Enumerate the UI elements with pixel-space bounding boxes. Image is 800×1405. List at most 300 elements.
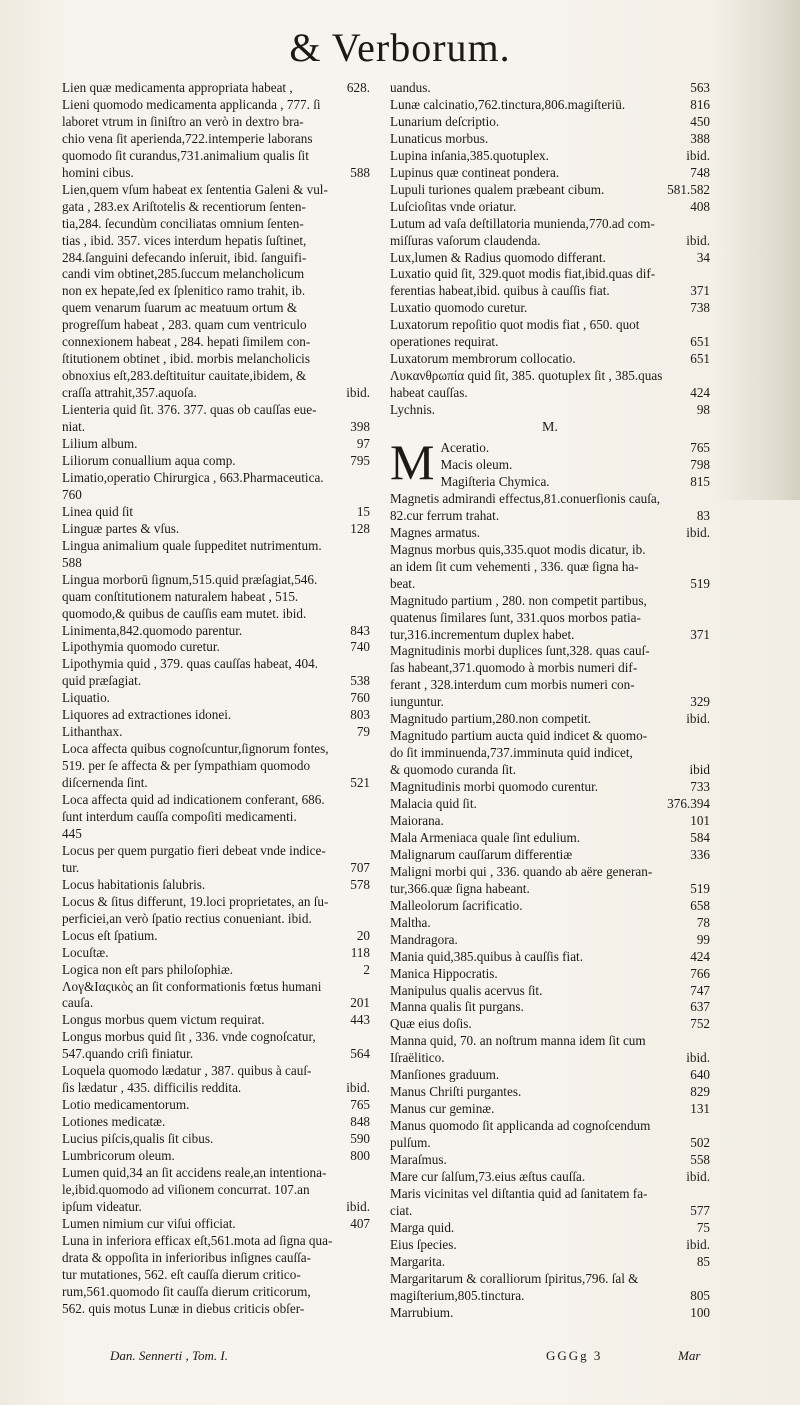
page-reference: 747 [690, 982, 710, 998]
index-text: Lienteria quid ſit. 376. 377. quas ob cauſſas eue- [62, 402, 317, 418]
index-text: Magiſteria Chymica. [440, 473, 550, 489]
index-line [62, 1250, 370, 1267]
page-reference: 371 [690, 283, 710, 299]
index-text: Luxatio quid ſit, 329.quot modis fiat,ibid.quas dif- [390, 266, 656, 282]
index-text: ciat. [390, 1202, 413, 1218]
drop-cap-m: M [390, 434, 435, 491]
index-line [62, 1165, 370, 1182]
page-reference: ibid. [686, 232, 710, 248]
page-reference: 843 [350, 622, 370, 638]
index-line [62, 1029, 370, 1046]
index-text: ſas habeant,371.quomodo à morbis numeri dif- [390, 660, 638, 676]
index-text: 760 [62, 486, 82, 502]
index-line [390, 131, 710, 148]
page-reference: 521 [350, 775, 370, 791]
page-reference: 519 [690, 575, 710, 591]
index-line [390, 1067, 710, 1084]
index-text: & quomodo curanda ſit. [390, 762, 516, 778]
index-line [62, 1301, 370, 1318]
index-line [62, 673, 370, 690]
index-line [62, 266, 370, 283]
index-line [62, 131, 370, 148]
index-line [390, 148, 710, 165]
index-text: ſtitutionem obtinet , ibid. morbis melancholicis [62, 351, 310, 367]
index-line [62, 555, 370, 572]
index-text: Marga quid. [390, 1219, 455, 1235]
index-line [62, 606, 370, 623]
index-line [62, 521, 370, 538]
index-line [390, 694, 710, 711]
index-line [390, 1118, 710, 1135]
page-reference: 78 [696, 914, 710, 930]
page-reference: 336 [690, 846, 710, 862]
index-text: Linguæ partes & vſus. [62, 520, 180, 536]
index-text: Margaritarum & coralliorum ſpiritus,796. ſal & [390, 1270, 639, 1286]
index-text: Longus morbus quid ſit , 336. vnde cognoſcatur, [62, 1029, 316, 1045]
index-line [390, 1152, 710, 1169]
index-line [390, 368, 710, 385]
index-text: operationes requirat. [390, 334, 499, 350]
index-text: habeat cauſſas. [390, 385, 468, 401]
index-text: Liliorum conuallium aqua comp. [62, 452, 236, 468]
page-reference: 765 [690, 440, 710, 456]
index-text: pulſum. [390, 1135, 431, 1151]
index-line [390, 525, 710, 542]
page-reference: 581.582 [667, 181, 710, 197]
page-reference: 815 [690, 473, 710, 489]
page-reference: 584 [690, 829, 710, 845]
index-text: Maligni morbi qui , 336. quando ab aëre generan- [390, 863, 653, 879]
page-reference: 800 [350, 1148, 370, 1164]
index-text: ferentias habeat,ibid. quibus à cauſſis fiat. [390, 283, 610, 299]
page-reference: 733 [690, 779, 710, 795]
index-text: Linimenta,842.quomodo parentur. [62, 622, 243, 638]
page-reference: 848 [350, 1114, 370, 1130]
page-reference: 408 [690, 198, 710, 214]
index-text: candi vim obtinet,285.ſuccum melancholicum [62, 266, 305, 282]
index-line [390, 1033, 710, 1050]
index-line [390, 1288, 710, 1305]
index-line [62, 1148, 370, 1165]
page-reference: 97 [356, 436, 370, 452]
page-reference: 34 [696, 249, 710, 265]
index-line [390, 1084, 710, 1101]
index-line [390, 1254, 710, 1271]
index-text: beat. [390, 575, 416, 591]
page-reference: 640 [690, 1067, 710, 1083]
index-text: Aceratio. [440, 440, 490, 456]
page-reference: 563 [690, 80, 710, 95]
index-text: Loca affecta quid ad indicationem conferant, 686. [62, 792, 325, 808]
index-line [390, 915, 710, 932]
index-text: Eius ſpecies. [390, 1236, 457, 1252]
index-line [390, 966, 710, 983]
index-line [62, 775, 370, 792]
index-line [62, 487, 370, 504]
index-line [62, 639, 370, 656]
index-line [62, 385, 370, 402]
index-text: Maris vicinitas vel diſtantia quid ad ſanitatem fa- [390, 1185, 648, 1201]
index-text: Locus eſt ſpatium. [62, 927, 158, 943]
index-line [62, 860, 370, 877]
index-text: Manſiones graduum. [390, 1067, 500, 1083]
index-text: Longus morbus quem victum requirat. [62, 1012, 265, 1028]
index-text: Marrubium. [390, 1304, 454, 1320]
page-reference: ibid. [346, 385, 370, 401]
index-text: connexionem habeat , 284. hepati ſimilem con- [62, 334, 311, 350]
page-title: & Verborum. [289, 25, 511, 70]
page-reference: 803 [350, 707, 370, 723]
index-line [390, 983, 710, 1000]
index-text: miſſuras vaſorum claudenda. [390, 232, 541, 248]
index-line [62, 995, 370, 1012]
index-text: Mare cur ſalſum,73.eius æſtus cauſſa. [390, 1169, 586, 1184]
index-text: Lilium album. [62, 436, 138, 452]
page-reference: ibid [689, 762, 710, 778]
page-reference: 829 [690, 1084, 710, 1100]
index-line [62, 436, 370, 453]
page-reference: 100 [690, 1304, 710, 1320]
page-reference: ibid. [686, 1236, 710, 1252]
index-text: Malignarum cauſſarum differentiæ [390, 846, 573, 862]
index-line [62, 1182, 370, 1199]
index-text: Λογ&Ιαςικὸς an ſit conformationis fœtus humani [62, 978, 322, 994]
index-text: homini cibus. [62, 164, 134, 180]
index-line [390, 283, 710, 300]
page-edge-damage [714, 0, 800, 500]
index-line [390, 1203, 710, 1220]
index-line [62, 792, 370, 809]
index-line [62, 911, 370, 928]
index-line [62, 707, 370, 724]
page-reference: 371 [690, 626, 710, 642]
index-text: Liquores ad extractiones idonei. [62, 707, 232, 723]
index-line [390, 1305, 710, 1322]
index-text: Lipothymia quomodo curetur. [62, 639, 220, 655]
index-text: Lupina inſania,385.quotuplex. [390, 147, 549, 163]
index-text: Mania quid,385.quibus à cauſſis fiat. [390, 948, 584, 964]
index-line [390, 491, 710, 508]
page-reference: ibid. [346, 1080, 370, 1096]
index-text: perficiei,an verò ſpatio rectius conueniant. ibid. [62, 910, 312, 926]
index-text: 547.quando criſi finiatur. [62, 1046, 194, 1062]
page-reference: 658 [690, 897, 710, 913]
index-line [390, 233, 710, 250]
index-text: drata & oppoſita in inferioribus inſignes cauſſa- [62, 1249, 312, 1265]
index-line [62, 80, 370, 97]
index-text: Lupinus quæ contineat pondera. [390, 164, 560, 180]
index-text: uandus. [390, 80, 431, 95]
index-text: Lithanthax. [62, 724, 123, 740]
index-line [390, 559, 710, 576]
index-line [390, 949, 710, 966]
index-line [62, 656, 370, 673]
index-text: tur. [62, 859, 80, 875]
index-text: diſcernenda ſint. [62, 775, 148, 791]
index-text: laboret vtrum in ſiniſtro an verò in dextro bra- [62, 113, 304, 129]
page-reference: 740 [350, 639, 370, 655]
index-text: niat. [62, 419, 86, 435]
page-reference: ibid. [346, 1198, 370, 1214]
index-line [390, 385, 710, 402]
page-reference: ibid. [686, 1169, 710, 1184]
index-text: Magnitudo partium aucta quid indicet & quomo- [390, 728, 648, 744]
index-line [62, 233, 370, 250]
index-line [390, 762, 710, 779]
index-text: Magnitudo partium , 280. non competit partibus, [390, 592, 647, 608]
index-text: Manus Chriſti purgantes. [390, 1084, 522, 1100]
index-line [390, 864, 710, 881]
index-text: Magnitudinis morbi duplices ſunt,328. quas cauſ- [390, 643, 650, 659]
index-line [62, 928, 370, 945]
index-line [390, 250, 710, 267]
index-line [390, 576, 710, 593]
left-index-column [62, 80, 370, 1318]
m-entries [390, 434, 710, 1322]
index-line [62, 962, 370, 979]
index-line [390, 182, 710, 199]
index-line [390, 165, 710, 182]
index-text: Lien quæ medicamenta appropriata habeat , [62, 80, 293, 95]
index-line [390, 711, 710, 728]
index-line [62, 589, 370, 606]
index-text: Magnus morbus quis,335.quot modis dicatur, ib. [390, 541, 646, 557]
index-line [390, 300, 710, 317]
index-text: Lux,lumen & Radius quomodo differant. [390, 249, 606, 265]
page-reference: 538 [350, 673, 370, 689]
index-text: do ſit imminuenda,737.imminuta quid indicet, [390, 745, 633, 761]
page-reference: 707 [350, 859, 370, 875]
page-reference: 795 [350, 452, 370, 468]
page-reference: 450 [690, 113, 710, 129]
page-reference: 101 [690, 812, 710, 828]
index-text: progreſſum habeat , 283. quam cum ventriculo [62, 317, 307, 333]
index-line [62, 1131, 370, 1148]
index-text: quam conſtitutionem naturalem habeat , 515. [62, 588, 299, 604]
page-reference: 651 [690, 351, 710, 367]
index-text: quem venarum ſuarum ac meatuum ortum & [62, 300, 298, 316]
index-text: Luſcioſitas vnde oriatur. [390, 198, 517, 214]
index-text: Lingua animalium quale ſuppeditet nutrimentum. [62, 537, 322, 553]
index-line [62, 283, 370, 300]
index-line [390, 1186, 710, 1203]
index-line [62, 1267, 370, 1284]
page-reference: 766 [690, 965, 710, 981]
index-text: tur,366.quæ ſigna habeant. [390, 880, 530, 896]
page-reference: 760 [350, 690, 370, 706]
index-text: Maiorana. [390, 812, 444, 828]
page-reference: 407 [350, 1215, 370, 1231]
page-reference: 765 [350, 1097, 370, 1113]
index-text: Lotiones medicatæ. [62, 1114, 166, 1130]
footer-author: Dan. Sennerti , Tom. I. [110, 1348, 228, 1363]
index-text: Iſraëlitico. [390, 1050, 445, 1066]
index-line [62, 894, 370, 911]
index-text: Mandragora. [390, 931, 458, 947]
index-line [62, 724, 370, 741]
index-text: Lunaticus morbus. [390, 130, 489, 146]
page-reference: 388 [690, 130, 710, 146]
index-line [390, 199, 710, 216]
index-line [390, 1135, 710, 1152]
index-line [390, 1237, 710, 1254]
index-text: Magnes armatus. [390, 524, 481, 540]
index-line [390, 457, 710, 474]
page-reference: 99 [696, 931, 710, 947]
index-line [62, 1199, 370, 1216]
index-line [390, 508, 710, 525]
index-line [390, 932, 710, 949]
index-text: 445 [62, 825, 82, 841]
index-text: cauſa. [62, 995, 94, 1011]
index-text: Luxatorum repoſitio quot modis fiat , 650. quot [390, 317, 640, 333]
index-text: Lunæ calcinatio,762.tinctura,806.magiſteriū. [390, 96, 626, 112]
page-reference: ibid. [686, 524, 710, 540]
index-line [390, 660, 710, 677]
index-text: Maraſmus. [390, 1152, 447, 1168]
page-reference: 118 [350, 944, 370, 960]
index-text: iunguntur. [390, 694, 444, 710]
index-line [62, 148, 370, 165]
index-text: Linea quid ſit [62, 503, 134, 519]
index-line [62, 1046, 370, 1063]
index-line [62, 504, 370, 521]
index-text: Lumbricorum oleum. [62, 1148, 175, 1164]
page-reference: 628. [346, 80, 370, 95]
index-line [62, 1097, 370, 1114]
page-reference: 329 [690, 694, 710, 710]
right-index-column [390, 80, 710, 1322]
index-text: Loquela quomodo lædatur , 387. quibus à cauſ- [62, 1063, 312, 1079]
index-text: Luna in inferiora efficax eſt,561.mota ad ſigna qua- [62, 1232, 333, 1248]
footer-signature: GGGg 3 [546, 1348, 603, 1363]
page-reference: 519 [690, 880, 710, 896]
page-reference: 128 [350, 520, 370, 536]
index-line [62, 1114, 370, 1131]
index-text: Λυκανθρωπία quid ſit, 385. quotuplex ſit , 385.quas [390, 368, 663, 384]
index-line [62, 979, 370, 996]
index-line [62, 199, 370, 216]
index-text: Locus habitationis ſalubris. [62, 876, 206, 892]
index-text: 519. per ſe affecta & per ſympathiam quomodo [62, 758, 311, 774]
index-line [390, 80, 710, 97]
index-text: chio vena ſit aperienda,722.intemperie laborans [62, 130, 313, 146]
page-reference: 816 [690, 96, 710, 112]
index-text: Logica non eſt pars philoſophiæ. [62, 961, 234, 977]
page-reference: 2 [363, 961, 370, 977]
index-text: Lieni quomodo medicamenta applicanda , 777. ſi [62, 96, 321, 112]
index-line [62, 877, 370, 894]
index-line [62, 690, 370, 707]
index-text: Macis oleum. [440, 456, 513, 472]
index-line [62, 351, 370, 368]
index-text: Lunarium deſcriptio. [390, 113, 500, 129]
index-line [390, 999, 710, 1016]
page-reference: 83 [696, 507, 710, 523]
index-text: Locuſtæ. [62, 944, 109, 960]
index-text: Lipothymia quid , 379. quas cauſſas habeat, 404. [62, 656, 319, 672]
index-line [62, 809, 370, 826]
index-text: Locus & ſitus differunt, 19.loci proprietates, an ſu- [62, 893, 329, 909]
index-line [390, 813, 710, 830]
index-text: ſis lædatur , 435. difficilis reddita. [62, 1080, 242, 1096]
index-text: 284.ſanguini defecando inſeruit, ibid. ſanguifi- [62, 249, 307, 265]
index-line [62, 470, 370, 487]
index-line [62, 623, 370, 640]
index-line [390, 1050, 710, 1067]
index-line [390, 1101, 710, 1118]
page-reference: 738 [690, 300, 710, 316]
index-line [390, 542, 710, 559]
index-line [62, 572, 370, 589]
footer-catchword: Mar [678, 1348, 701, 1363]
index-text: Manna qualis ſit purgans. [390, 999, 524, 1015]
index-text: Limatio,operatio Chirurgica , 663.Pharmaceutica. [62, 469, 324, 485]
index-line [390, 266, 710, 283]
index-text: ipſum videatur. [62, 1198, 142, 1214]
index-text: Magnitudinis morbi quomodo curentur. [390, 779, 599, 795]
page-reference: ibid. [686, 1050, 710, 1066]
index-text: magiſterium,805.tinctura. [390, 1287, 525, 1303]
page-reference: 424 [690, 385, 710, 401]
index-text: tias , ibid. 357. vices interdum hepatis ſuſtinet, [62, 232, 307, 248]
index-text: quomodo ſit curandus,731.animalium qualis ſit [62, 147, 309, 163]
index-line [62, 165, 370, 182]
index-line [62, 250, 370, 267]
index-text: Manus cur geminæ. [390, 1101, 495, 1117]
index-text: Lien,quem vſum habeat ex ſententia Galeni & vul- [62, 181, 328, 197]
index-text: Manica Hippocratis. [390, 965, 498, 981]
index-line [390, 881, 710, 898]
index-text: Quæ eius doſis. [390, 1016, 472, 1032]
index-line [62, 97, 370, 114]
index-text: le,ibid.quomodo ad viſionem concurrat. 107.an [62, 1181, 310, 1197]
index-text: Lumen nimium cur viſui officiat. [62, 1215, 236, 1231]
index-line [62, 1063, 370, 1080]
index-line [62, 758, 370, 775]
index-text: Malleolorum ſacrificatio. [390, 897, 523, 913]
index-text: rum,561.quomodo ſit cauſſa dierum criticorum, [62, 1283, 311, 1299]
page-reference: 651 [690, 334, 710, 350]
index-line [62, 843, 370, 860]
page-reference: 564 [350, 1046, 370, 1062]
index-line [390, 1271, 710, 1288]
index-line [390, 593, 710, 610]
page-reference: ibid. [686, 711, 710, 727]
page-reference: 15 [356, 503, 370, 519]
index-text: Loca affecta quibus cognoſcuntur,ſignorum fontes, [62, 741, 329, 757]
index-line [62, 1216, 370, 1233]
index-line [62, 368, 370, 385]
page-reference: 398 [350, 419, 370, 435]
index-line [390, 779, 710, 796]
index-text: gata , 283.ex Ariſtotelis & recentiorum ſenten- [62, 198, 306, 214]
index-line [390, 643, 710, 660]
index-line [390, 114, 710, 131]
index-line [390, 1220, 710, 1237]
index-line [62, 114, 370, 131]
index-text: Lutum ad vaſa deſtillatoria munienda,770.ad com- [390, 215, 655, 231]
index-text: Mala Armeniaca quale ſint edulium. [390, 829, 581, 845]
index-text: Luxatorum membrorum collocatio. [390, 351, 576, 367]
index-line [390, 1169, 710, 1186]
page-reference: 85 [696, 1253, 710, 1269]
index-text: Lotio medicamentorum. [62, 1097, 190, 1113]
index-line [62, 1233, 370, 1250]
index-text: Lucius piſcis,qualis ſit cibus. [62, 1131, 214, 1147]
index-line [62, 419, 370, 436]
index-line [62, 741, 370, 758]
